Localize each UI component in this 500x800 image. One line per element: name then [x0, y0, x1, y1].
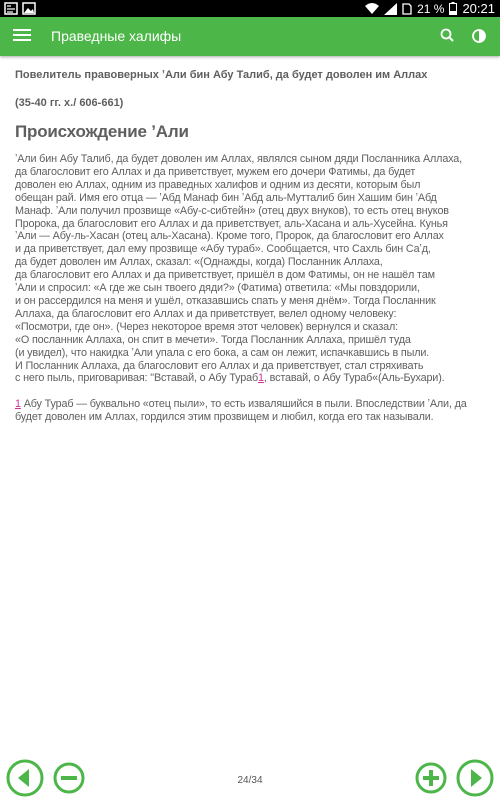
- page-indicator: 24/34: [237, 775, 263, 786]
- footnote-back-link[interactable]: 1: [15, 398, 21, 411]
- clock: 20:21: [462, 1, 495, 16]
- article-header: Повелитель правоверных ʼАли бин Абу Талиб, да будет доволен им Аллах: [15, 69, 428, 81]
- wifi-icon: [365, 3, 379, 15]
- article: [15, 68, 493, 424]
- article-body: [15, 153, 493, 385]
- zoom-in-icon[interactable]: [411, 758, 451, 798]
- status-bar: [0, 0, 500, 17]
- signal-icon: [384, 3, 397, 15]
- contrast-icon[interactable]: [469, 26, 489, 46]
- next-arrow-icon[interactable]: [455, 758, 495, 798]
- notification-app-icon: [4, 2, 18, 15]
- bottom-navigation: [0, 756, 500, 800]
- footnote: [15, 398, 493, 424]
- sim-icon: [402, 3, 412, 15]
- prev-arrow-icon[interactable]: [5, 758, 45, 798]
- section-title: Происхождение ʼАли: [15, 122, 189, 141]
- app-toolbar: [0, 17, 500, 56]
- footnote-text: Абу Тураб — буквально «отец пыли», то есть изваляшийся в пыли. Впоследствии ʼАли, да будет доволен им Аллах, гордился этим прозвищем и любил, когда его так называли.: [15, 398, 467, 424]
- search-icon[interactable]: [438, 26, 458, 46]
- menu-icon[interactable]: [13, 29, 31, 43]
- battery-icon: [449, 2, 457, 15]
- app-title: Праведные халифы: [51, 28, 182, 44]
- article-dates: (35-40 гг. х./ 606-661): [15, 97, 124, 109]
- notification-icons: [4, 1, 36, 16]
- battery-percent: 21 %: [417, 1, 445, 16]
- body-text-end: , вставай, о Абу Тураб«(Аль-Бухари).: [263, 372, 445, 385]
- footnote-ref-link[interactable]: 1: [258, 372, 264, 385]
- body-text-main: ʼАли бин Абу Талиб, да будет доволен им Аллах, являлся сыном дяди Посланника Аллаха, да благословит его Аллах и да приветствует, мужем его дочери Фатимы, да будет доволен ею Аллах, одним из праведных халифов и одним из десяти, которым был обещан рай. Имя его отца — ʼАбд Манаф бин ʼАбд аль-Мутталиб бин Хашим бин ʼАбд Манаф. ʼАли получил прозвище «Абу-с-сибтейн» (отец двух внуков), то есть отец внуков Пророка, да благословит его Аллах и да приветствует, аль-Хасана и аль-Хусейна. Кунья ʼАли — Абу-ль-Хасан (отец аль-Хасана). Кроме того, Пророк, да благословит его Аллах и да приветствует, дал ему прозвище «Абу тураб». Сообщается, что Сахль бин Саʼд, да будет доволен им Аллах, сказал: «(Однажды, когда) Посланник Аллаха, да благословит его Аллах и да приветствует, пришёл в дом Фатимы, он не нашёл там ʼАли и спросил: «А где же сын твоего дяди?» (Фатима) ответила: «Мы повздорили, и он рассердился на меня и ушёл, отказавшись спать у меня днём». Тогда Посланник Аллаха, да благословит его Аллах и да приветствует, велел одному человеку: «Посмотри, где он». (Через некоторое время этот человек) вернулся и сказал: «О посланник Аллаха, он спит в мечети». Тогда Посланник Аллаха, пришёл туда (и увидел), что накидка ʼАли упала с его бока, а сам он лежит, испачкавшись в пыли. И Посланник Аллаха, да благословит его Аллах и да приветствует, стал стряхивать с него пыль, приговаривая: "Вставай, о Абу Тураб: [15, 153, 463, 385]
- zoom-out-icon[interactable]: [49, 758, 89, 798]
- gallery-notification-icon: [22, 2, 36, 15]
